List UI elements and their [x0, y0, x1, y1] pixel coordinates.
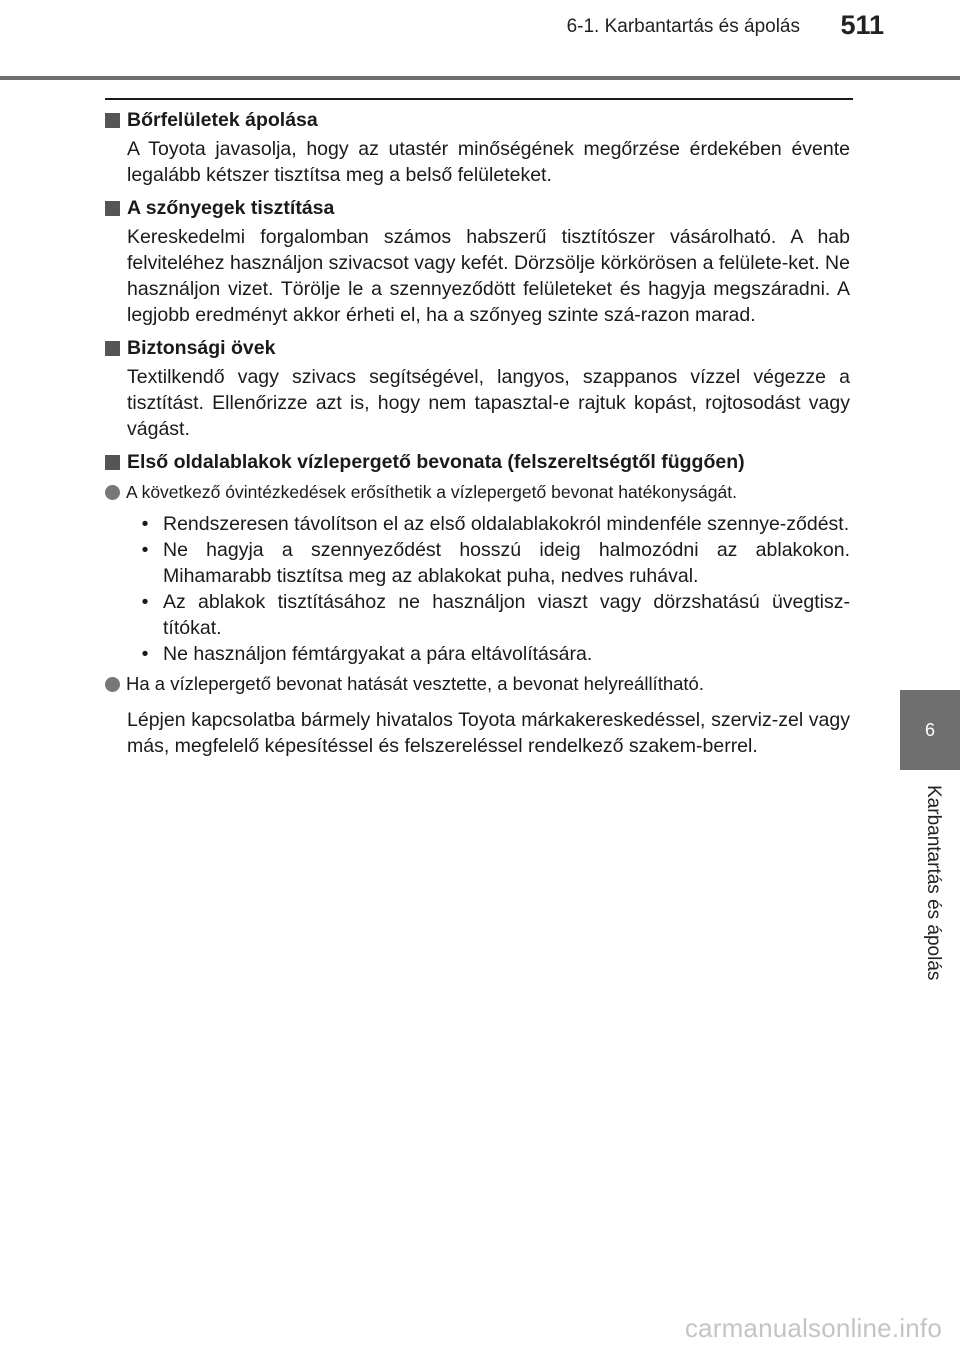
list-item-text: Ne hagyja a szennyeződést hosszú ideig halmozódni az ablakokon. Mihamarabb tisztítsa meg az ablakokat puha, nedves ruhával.: [163, 539, 850, 587]
watermark: carmanualsonline.info: [684, 1313, 942, 1343]
bullet-item: [105, 479, 850, 505]
square-bullet-icon: [105, 201, 120, 216]
circle-bullet-icon: [105, 485, 120, 500]
section-heading-text: Biztonsági övek: [127, 337, 276, 359]
section-heading-text: Bőrfelületek ápolása: [127, 109, 318, 131]
sub-list: [127, 511, 850, 667]
dot-bullet-icon: •: [141, 513, 149, 535]
section-heading: [105, 335, 850, 361]
list-item: [127, 511, 850, 537]
dot-bullet-icon: •: [141, 539, 149, 561]
bullet-text: A következő óvintézkedések erősíthetik a vízlepergető bevonat hatékonyságát.: [126, 482, 737, 502]
section-heading: [105, 107, 850, 133]
section-heading: [105, 195, 850, 221]
section-heading-text: A szőnyegek tisztítása: [127, 197, 335, 219]
section-heading-text: Első oldalablakok vízlepergető bevonata (felszereltségtől függően): [127, 451, 745, 473]
page-number: 511: [840, 10, 884, 40]
list-item: [127, 589, 850, 641]
bullet-item: [105, 671, 850, 697]
circle-bullet-icon: [105, 677, 120, 692]
content-rule: [105, 98, 853, 100]
chapter-number: 6: [924, 719, 935, 740]
header-rule: [0, 76, 960, 80]
list-item-text: Rendszeresen távolítson el az első oldalablakokról mindenféle szennye-ződést.: [163, 513, 850, 535]
section-paragraph: A Toyota javasolja, hogy az utastér minőségének megőrzése érdekében évente legalább kétszer tisztítsa meg a belső felületeket.: [127, 138, 850, 186]
list-item: [127, 641, 850, 667]
section-paragraph: Textilkendő vagy szivacs segítségével, langyos, szappanos vízzel végezze a tisztítást. Ellenőrizze azt is, hogy nem tapasztal-e rajtuk kopást, rojtosodást vagy vágást.: [127, 366, 850, 440]
chapter-label: Karbantartás és ápolás: [923, 785, 944, 981]
list-item-text: Az ablakok tisztításához ne használjon viaszt vagy dörzshatású üvegtisz-títókat.: [163, 591, 850, 639]
square-bullet-icon: [105, 341, 120, 356]
section-paragraph: Kereskedelmi forgalomban számos habszerű tisztítószer vásárolható. A hab felviteléhez használjon szivacsot vagy kefét. Dörzsölje körkörösen a felülete-ket. Ne használjon vizet. Törölje le a szennyeződött felületeket és hagyja megszáradni. A legjobb eredményt akkor érheti el, ha a szőnyeg szinte szá-razon marad.: [127, 226, 850, 326]
page-content: [105, 107, 850, 759]
section-heading: [105, 449, 850, 475]
dot-bullet-icon: •: [141, 591, 149, 613]
square-bullet-icon: [105, 113, 120, 128]
square-bullet-icon: [105, 455, 120, 470]
chapter-tab: [900, 690, 960, 770]
list-item-text: Ne használjon fémtárgyakat a pára eltávolítására.: [163, 643, 593, 665]
header-title: 6-1. Karbantartás és ápolás: [566, 16, 800, 37]
final-paragraph: Lépjen kapcsolatba bármely hivatalos Toyota márkakereskedéssel, szerviz-zel vagy más, megfelelő képesítéssel és felszereléssel rendelkező szakem-berrel.: [127, 709, 850, 757]
dot-bullet-icon: •: [141, 643, 149, 665]
bullet-text: Ha a vízlepergető bevonat hatását vesztette, a bevonat helyreállítható.: [126, 673, 704, 694]
list-item: [127, 537, 850, 589]
